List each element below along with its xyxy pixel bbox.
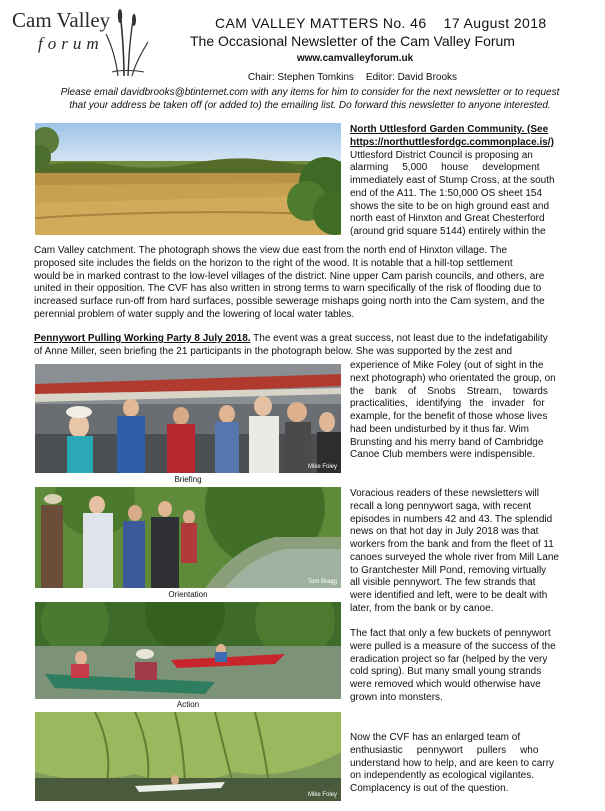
text-line: had been undisturbed by it thus far. Wim	[350, 423, 529, 435]
text-line: Uttlesford District Council is proposing an	[350, 149, 533, 161]
text-line: increased surface run-off from hard surfaces, possible sewerage mishaps going north into the Cam system, and the	[34, 296, 545, 307]
text-line: workers from the bank and from the fleet of 11	[350, 539, 554, 550]
text-line: united in their opposition. The CVF has also written in strong terms to warn specifically of the risk of flooding due to	[34, 283, 542, 295]
text-line: example, for the benefit of those whose lives	[350, 411, 548, 422]
article2-para2	[350, 488, 592, 616]
article2-lead: The event was a great success, not least due to the indefatigability	[250, 333, 548, 344]
text-line: later, from the bank or by canoe.	[350, 602, 494, 614]
text-line: Now the CVF has an enlarged team of	[350, 732, 521, 743]
article2-para1	[350, 360, 592, 462]
text-line: on independently as ecological vigilantes.	[350, 770, 535, 782]
article2-para3	[350, 628, 592, 705]
article1-heading: North Uttlesford Garden Community. (See https://northuttlesfordgc.commonplace.is/)	[350, 124, 554, 148]
cvf-logo	[8, 6, 158, 78]
logo-line1: Cam Valley	[12, 8, 111, 32]
article1-right-column	[350, 124, 592, 239]
briefing-credit: Mike Foley	[307, 464, 337, 470]
text-line: were removed which would otherwise have	[350, 679, 541, 690]
article2-heading: Pennywort Pulling Working Party 8 July 2018.	[34, 333, 251, 344]
photo-field-view	[35, 123, 341, 235]
text-line: episodes in numbers 42 and 43. The splendid	[350, 513, 553, 525]
text-line: perennial problem of water supply and the lowering of local water tables.	[34, 308, 355, 320]
text-line: The fact that only a few buckets of pennywort	[350, 628, 551, 639]
text-line: canoes surveyed the whole river from Mill Lane	[350, 551, 559, 563]
editor-name: Editor: David Brooks	[365, 72, 458, 83]
newsletter-subtitle: The Occasional Newsletter of the Cam Valley Forum	[190, 33, 515, 49]
orientation-credit: Tom Bragg	[307, 579, 337, 585]
reed-icon	[104, 6, 150, 78]
logo-line2: forum	[38, 34, 104, 53]
willow-credit: Mike Foley	[307, 792, 337, 798]
intro-text: Please email davidbrooks@btinternet.com with any items for him to consider for the next newsletter or to request that your address be taken off (or added to) the emailing list. Do forward this newsletter to anyone interested.	[60, 87, 560, 111]
photo-willow	[35, 712, 341, 801]
text-line: were identified and left, were to be dealt with	[350, 590, 548, 601]
text-line: immediately east of Stump Cross, at the south	[350, 175, 555, 186]
article1-full-text	[34, 245, 592, 322]
chair-name: Chair: Stephen Tomkins	[247, 72, 354, 83]
text-line: eradication project so far (helped by the very	[350, 653, 548, 665]
photo-action	[35, 602, 341, 699]
text-line: shows the site to be on high ground east and	[350, 200, 550, 212]
text-line: news on that hot day in July 2018 was that	[350, 526, 539, 538]
text-line: were pulled is a measure of the success of the	[350, 640, 556, 652]
text-line: Canoe Club members were indispensible.	[350, 449, 536, 461]
chair-editor-line	[0, 72, 605, 83]
text-line: Cam Valley catchment. The photograph shows the view due east from the north end of Hinxton village. The	[34, 245, 508, 256]
text-line: would be in marked contrast to the low-level villages of the district. Nine upper Cam parish councils, and others, are	[34, 270, 545, 282]
article2-para4	[350, 732, 592, 796]
article2-intro	[34, 333, 592, 359]
text-line: proposed site includes the fields on the horizon to the right of the wood. It is notable that a hill-top settlement	[34, 257, 513, 269]
article1-right-text	[350, 150, 592, 239]
text-line: Voracious readers of these newsletters will	[350, 488, 539, 499]
text-line: all visible pennywort. The few strands that	[350, 577, 536, 589]
action-caption: Action	[176, 700, 200, 709]
text-line: alarming 5,000 house development	[350, 162, 540, 174]
article2-line2: of Anne Miller, seen briefing the 21 participants in the photograph below. She was supported by the zest and	[34, 345, 513, 357]
text-line: to Grantchester Mill Pond, removing virtually	[350, 564, 547, 576]
text-line: cold spring). But many small young strands	[350, 666, 542, 678]
text-line: understand how to help, and are keen to carry	[350, 757, 555, 769]
text-line: (around grid square 5144) entirely within the	[350, 226, 546, 237]
website-link[interactable]: www.camvalleyforum.uk	[296, 53, 414, 64]
text-line: end of the A11. The 1:50,000 OS sheet 154	[350, 187, 543, 199]
text-line: Complacency is out of the question.	[350, 783, 509, 794]
issue-line: CAM VALLEY MATTERS No. 46 17 August 2018	[215, 15, 547, 31]
text-line: grown into monsters.	[350, 691, 443, 703]
text-line: next photograph) who orientated the group, on	[350, 372, 556, 384]
text-line: experience of Mike Foley (out of sight in the	[350, 360, 544, 371]
text-line: north east of Hinxton and Great Chesterford	[350, 213, 545, 225]
text-line: Brunsting and his merry band of Cambridge	[350, 436, 544, 448]
briefing-caption: Briefing	[174, 475, 202, 484]
text-line: recall a long pennywort saga, with recent	[350, 500, 532, 512]
photo-briefing	[35, 364, 341, 473]
orientation-caption: Orientation	[168, 590, 208, 599]
text-line: enthusiastic pennywort pullers who	[350, 744, 539, 756]
photo-orientation	[35, 487, 341, 588]
text-line: practicalities, identifying the invader for	[350, 398, 545, 410]
text-line: the bank of Snobs Stream, towards	[350, 385, 548, 397]
